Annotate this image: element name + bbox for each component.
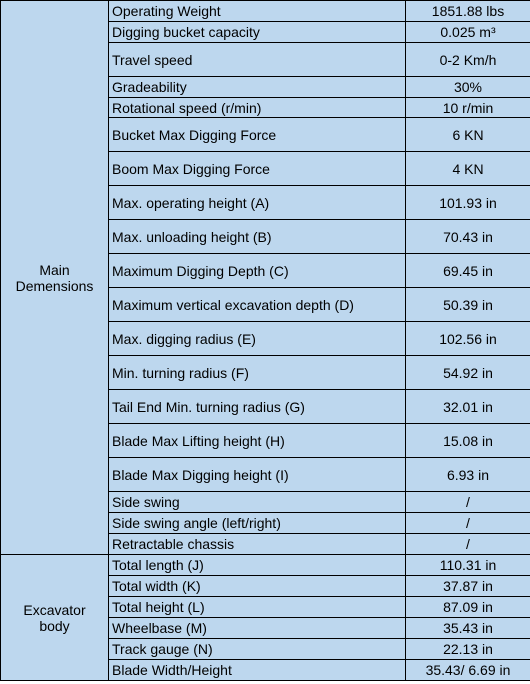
spec-label: Boom Max Digging Force bbox=[109, 152, 406, 186]
table-row bbox=[1, 1, 530, 22]
spec-label: Operating Weight bbox=[109, 1, 406, 22]
spec-value: 6.93 in bbox=[406, 458, 530, 492]
spec-label: Wheelbase (M) bbox=[109, 618, 406, 639]
spec-value: 30% bbox=[406, 77, 530, 98]
spec-value: 102.56 in bbox=[406, 322, 530, 356]
spec-value: 0.025 m³ bbox=[406, 22, 530, 43]
spec-label: Maximum vertical excavation depth (D) bbox=[109, 288, 406, 322]
spec-label: Min. turning radius (F) bbox=[109, 356, 406, 390]
group-label-excavator-body bbox=[1, 555, 109, 681]
spec-value: 32.01 in bbox=[406, 390, 530, 424]
spec-value: 37.87 in bbox=[406, 576, 530, 597]
spec-value: 0-2 Km/h bbox=[406, 43, 530, 77]
spec-label: Maximum Digging Depth (C) bbox=[109, 254, 406, 288]
spec-label: Track gauge (N) bbox=[109, 639, 406, 660]
spec-value: / bbox=[406, 492, 530, 513]
spec-label: Side swing bbox=[109, 492, 406, 513]
spec-label: Total width (K) bbox=[109, 576, 406, 597]
spec-label: Side swing angle (left/right) bbox=[109, 513, 406, 534]
spec-value: 110.31 in bbox=[406, 555, 530, 576]
group-title-line: Main bbox=[39, 261, 70, 278]
table-row bbox=[1, 555, 530, 576]
spec-value: 6 KN bbox=[406, 118, 530, 152]
spec-value: 4 KN bbox=[406, 152, 530, 186]
spec-label: Retractable chassis bbox=[109, 534, 406, 555]
group-title-line: Demensions bbox=[15, 277, 94, 294]
spec-value: / bbox=[406, 534, 530, 555]
group-title-line: body bbox=[39, 617, 70, 634]
spec-label: Max. unloading height (B) bbox=[109, 220, 406, 254]
spec-label: Total height (L) bbox=[109, 597, 406, 618]
spec-value: 35.43 in bbox=[406, 618, 530, 639]
spec-value: 22.13 in bbox=[406, 639, 530, 660]
spec-value: / bbox=[406, 513, 530, 534]
spec-label: Total length (J) bbox=[109, 555, 406, 576]
spec-value: 54.92 in bbox=[406, 356, 530, 390]
spec-label: Max. digging radius (E) bbox=[109, 322, 406, 356]
spec-label: Bucket Max Digging Force bbox=[109, 118, 406, 152]
group-title-line: Excavator bbox=[23, 601, 86, 618]
spec-label: Rotational speed (r/min) bbox=[109, 98, 406, 118]
spec-label: Blade Max Digging height (I) bbox=[109, 458, 406, 492]
spec-label: Tail End Min. turning radius (G) bbox=[109, 390, 406, 424]
spec-value: 35.43/ 6.69 in bbox=[406, 660, 530, 681]
spec-value: 69.45 in bbox=[406, 254, 530, 288]
spec-label: Digging bucket capacity bbox=[109, 22, 406, 43]
spec-value: 101.93 in bbox=[406, 186, 530, 220]
spec-value: 1851.88 lbs bbox=[406, 1, 530, 22]
spec-label: Max. operating height (A) bbox=[109, 186, 406, 220]
spec-label: Gradeability bbox=[109, 77, 406, 98]
spec-value: 50.39 in bbox=[406, 288, 530, 322]
spec-label: Blade Width/Height bbox=[109, 660, 406, 681]
spec-label: Travel speed bbox=[109, 43, 406, 77]
spec-value: 70.43 in bbox=[406, 220, 530, 254]
group-label-main-dimensions bbox=[1, 1, 109, 555]
spec-label: Blade Max Lifting height (H) bbox=[109, 424, 406, 458]
spec-value: 15.08 in bbox=[406, 424, 530, 458]
spec-value: 10 r/min bbox=[406, 98, 530, 118]
spec-value: 87.09 in bbox=[406, 597, 530, 618]
